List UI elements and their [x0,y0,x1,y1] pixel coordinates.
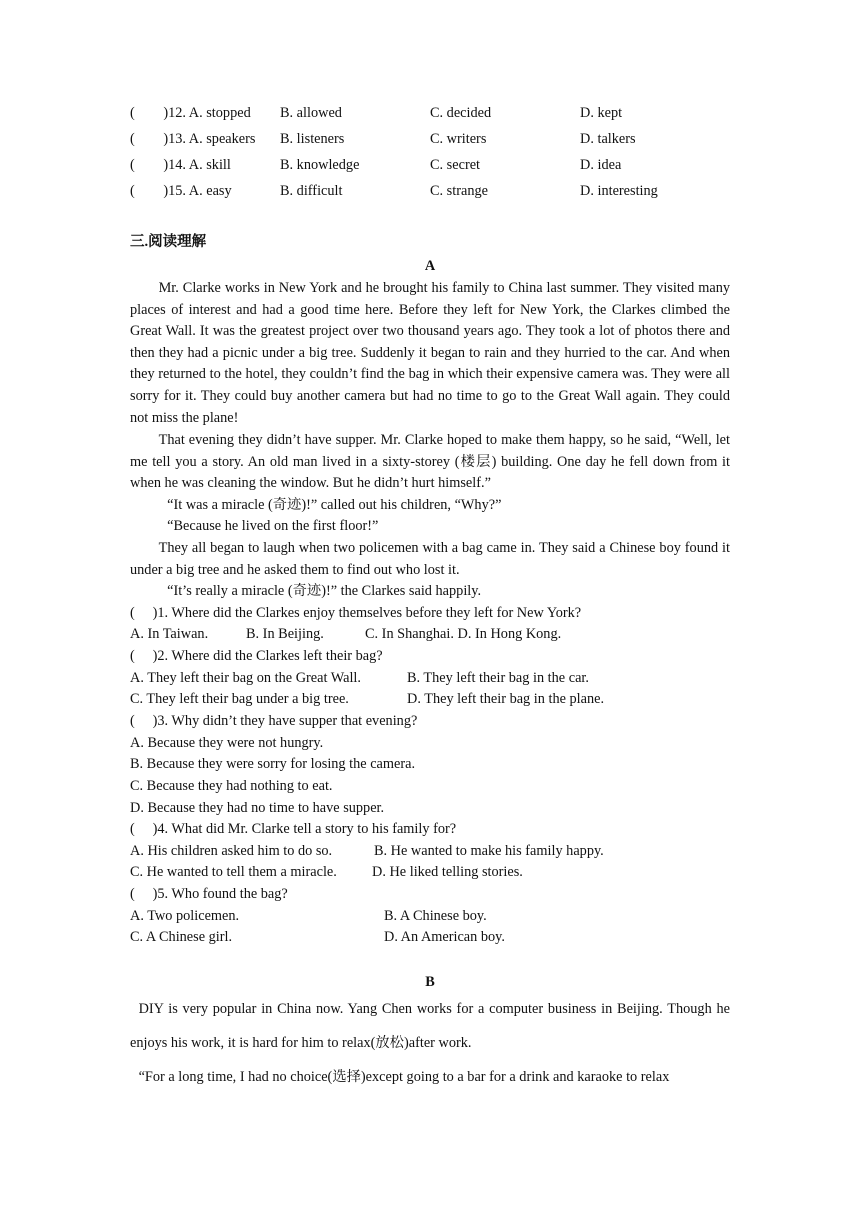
option-d: D. An American boy. [384,929,505,945]
option-d: D. He liked telling stories. [372,864,523,880]
option-a: A. His children asked him to do so. [130,843,333,859]
option-b: B. knowledge [280,157,360,173]
option-a: A. Two policemen. [130,908,240,924]
question-4: ( )4. What did Mr. Clarke tell a story to his family for? [130,821,457,837]
question-1: ( )1. Where did the Clarkes enjoy themselves before they left for New York? [130,605,582,621]
question-5: ( )5. Who found the bag? [130,886,288,902]
option-a: ( )15. A. easy [130,183,232,199]
passage-a-paragraph: “It’s really a miracle (奇迹)!” the Clarkes said happily. [167,583,482,599]
cloze-option-row [130,128,730,150]
passage-a-paragraph: “It was a miracle (奇迹)!” called out his children, “Why?” [167,497,502,513]
option-b: B. allowed [280,105,342,121]
option-c: C. decided [430,105,492,121]
option-a: A. Because they were not hungry. [130,735,324,751]
section-title: 三.阅读理解 [130,234,207,250]
question-2: ( )2. Where did the Clarkes left their bag? [130,648,383,664]
cloze-option-row [130,154,730,176]
option-c: C. secret [430,157,481,173]
option-b: B. Because they were sorry for losing the camera. [130,756,416,772]
option-d: D. idea [580,157,622,173]
option-c: C. A Chinese girl. [130,929,233,945]
option-b: B. A Chinese boy. [384,908,487,924]
option-a: ( )13. A. speakers [130,131,256,147]
option-c: C. writers [430,131,487,147]
option-c: C. They left their bag under a big tree. [130,691,349,707]
passage-b-paragraph: DIY is very popular in China now. Yang Chen works for a computer business in Beijing. Though he enjoys his work, it is hard for him to relax(放松)after work. [130,1001,730,1051]
option-d: D. They left their bag in the plane. [407,691,605,707]
cloze-option-row [130,102,730,124]
passage-a-heading: A [424,258,436,274]
passage-b-paragraph: “For a long time, I had no choice(选择)except going to a bar for a drink and karaoke to relax [138,1069,670,1085]
option-a: ( )12. A. stopped [130,105,251,121]
option-b: B. He wanted to make his family happy. [374,843,604,859]
option-b: B. difficult [280,183,343,199]
option-b: B. They left their bag in the car. [407,670,589,686]
option-d: D. talkers [580,131,636,147]
option-b: B. listeners [280,131,345,147]
cloze-option-row [130,180,730,202]
option-a: A. They left their bag on the Great Wall. [130,670,361,686]
passage-a-paragraph: Mr. Clarke works in New York and he brought his family to China last summer. They visited many places of interest and had a good time here. Before they left for New York, the Clarkes climbed the Great Wall. It was the greatest project over two thousand years ago. They took a lot of photos there and then they had a picnic under a big tree. Suddenly it began to rain and they hurried to the car. And when they returned to the hotel, they couldn’t find the bag in which their expensive camera was. They were all sorry for it. They could buy another camera but had no time to go to the Great Wall again. They could not miss the plane! [130,280,730,426]
option-d: D. kept [580,105,623,121]
passage-b-heading: B [425,974,435,990]
passage-a-paragraph: That evening they didn’t have supper. Mr. Clarke hoped to make them happy, so he said, “Well, let me tell you a story. An old man lived in a sixty-storey (楼层) building. One day he fell down from it when he was cleaning the window. But he didn’t hurt himself.” [130,432,730,492]
option-b: B. In Beijing. [246,626,324,642]
option-d: D. interesting [580,183,658,199]
option-cd: C. In Shanghai. D. In Hong Kong. [365,626,562,642]
option-a: A. In Taiwan. [130,626,209,642]
option-d: D. Because they had no time to have supper. [130,800,385,816]
question-3: ( )3. Why didn’t they have supper that evening? [130,713,418,729]
option-c: C. Because they had nothing to eat. [130,778,333,794]
option-a: ( )14. A. skill [130,157,231,173]
option-c: C. strange [430,183,488,199]
passage-a-paragraph: They all began to laugh when two policemen with a bag came in. They said a Chinese boy found it under a big tree and he asked them to find out who lost it. [130,540,730,578]
passage-a-paragraph: “Because he lived on the first floor!” [167,518,379,534]
option-c: C. He wanted to tell them a miracle. [130,864,337,880]
